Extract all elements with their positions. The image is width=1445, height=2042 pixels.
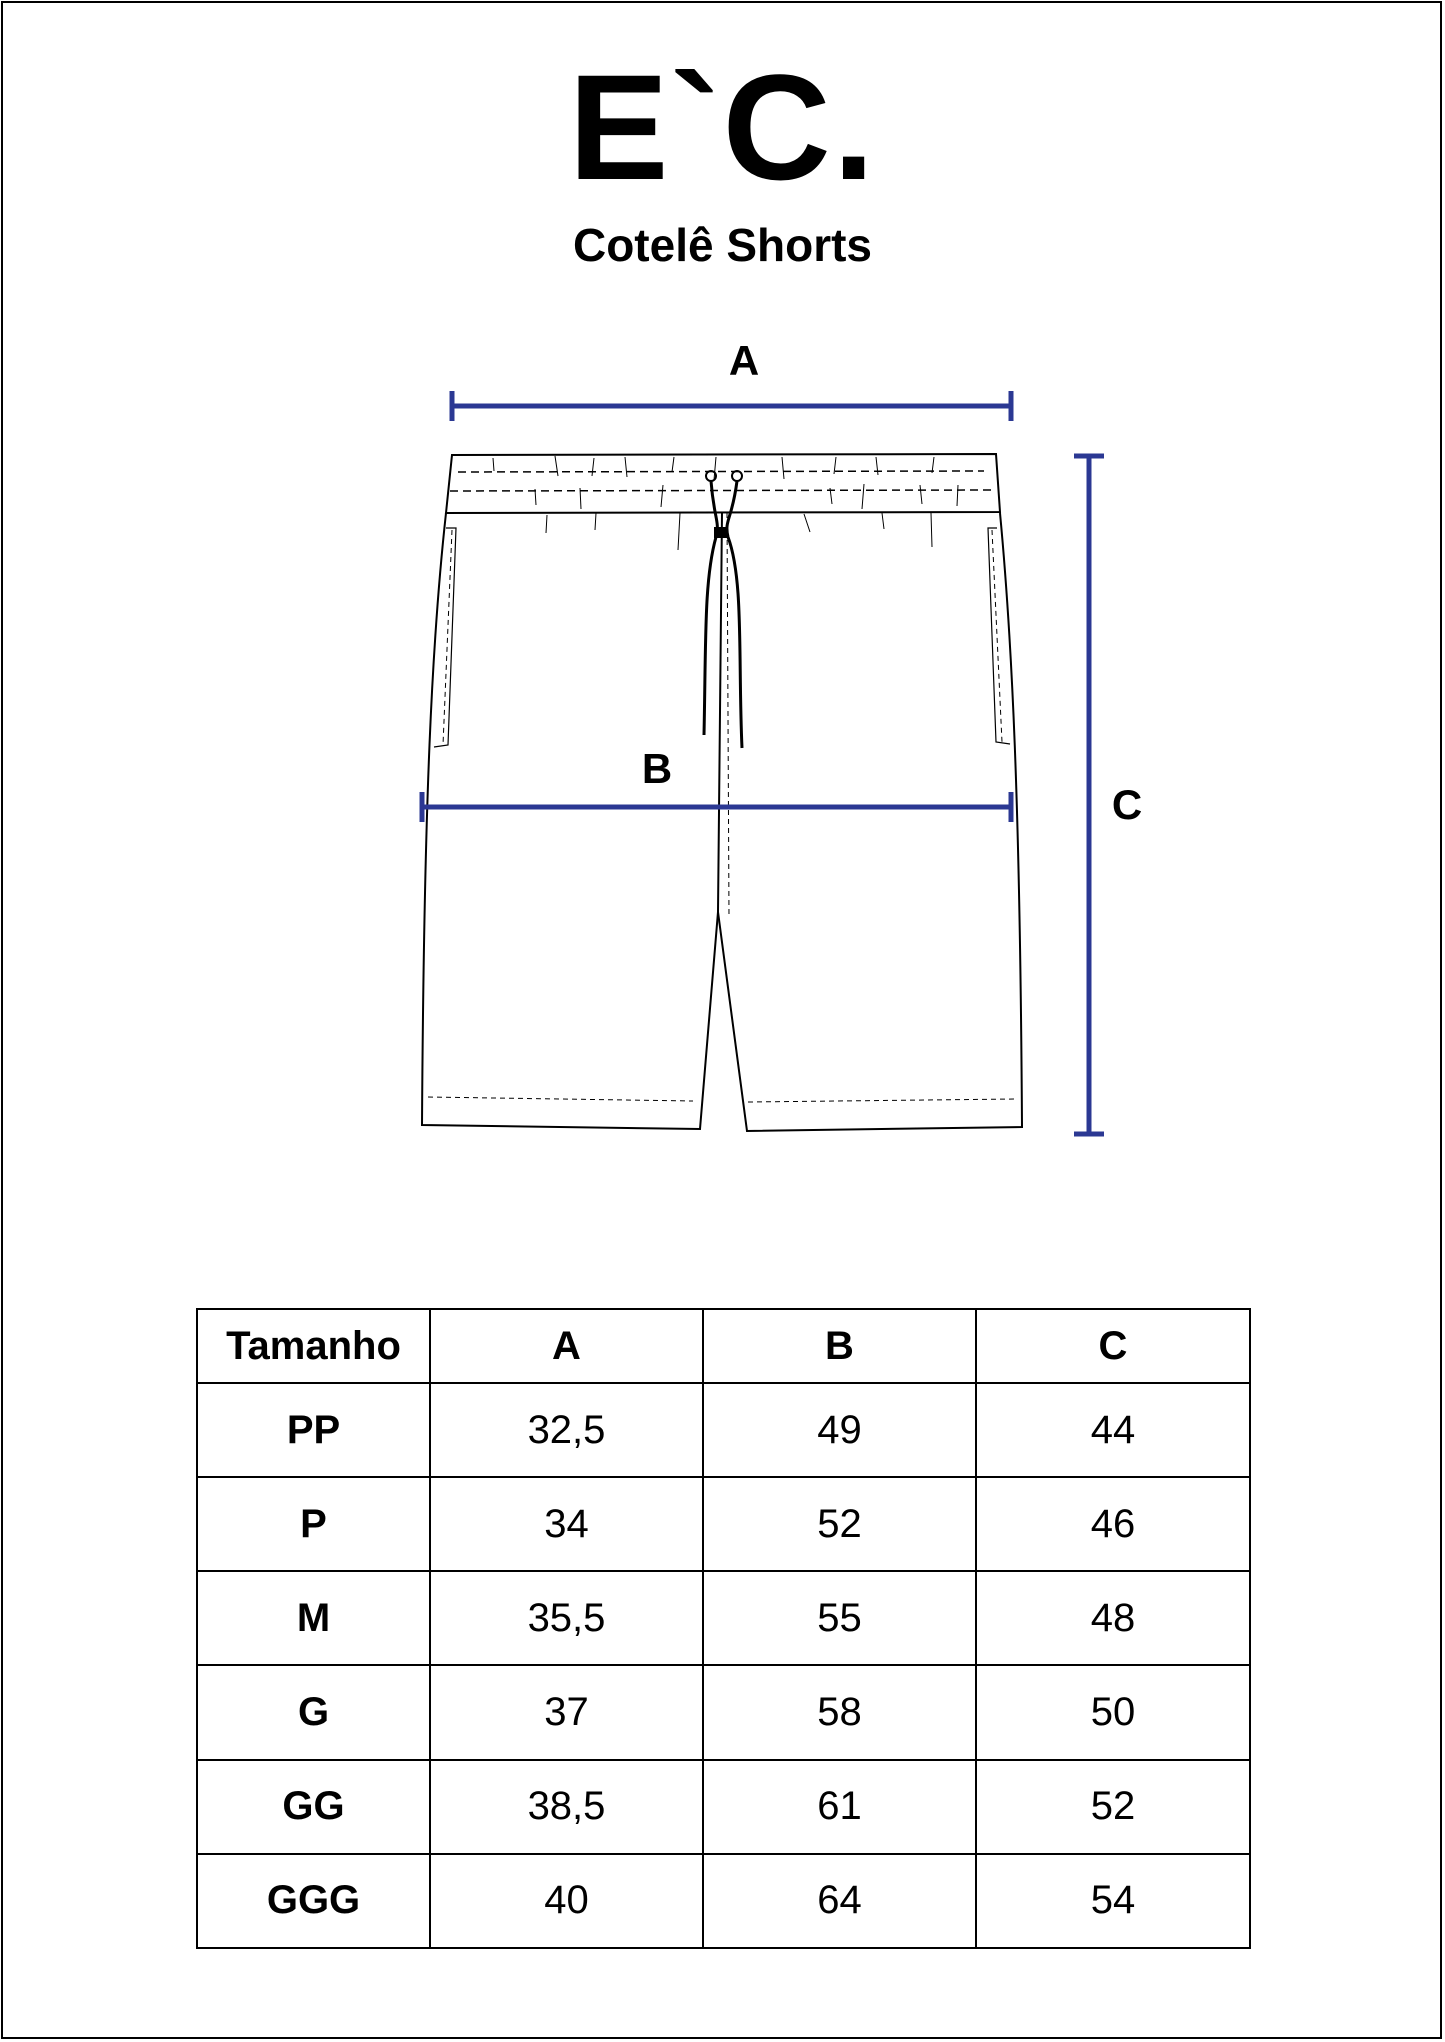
size-cell: G [197,1665,430,1759]
dimension-c-label: C [1111,781,1143,828]
value-b-cell: 61 [703,1760,976,1854]
table-row [197,1383,1250,1477]
value-b-cell: 49 [703,1383,976,1477]
table-header-row [197,1309,1250,1383]
value-a-cell: 35,5 [430,1571,703,1665]
table-row [197,1854,1250,1948]
value-c-cell: 46 [976,1477,1250,1571]
dimension-b-label: B [641,745,673,792]
dimension-b [422,792,1011,822]
size-cell: PP [197,1383,430,1477]
value-c-cell: 44 [976,1383,1250,1477]
value-a-cell: 40 [430,1854,703,1948]
value-b-cell: 58 [703,1665,976,1759]
value-a-cell: 38,5 [430,1760,703,1854]
value-c-cell: 54 [976,1854,1250,1948]
value-b-cell: 55 [703,1571,976,1665]
drawstring-left [704,481,717,735]
drawstring-right [727,481,742,748]
table-row [197,1665,1250,1759]
dimension-a-label: A [728,337,760,384]
value-c-cell: 52 [976,1760,1250,1854]
value-c-cell: 50 [976,1665,1250,1759]
table-row [197,1760,1250,1854]
shorts-left-leg [422,512,722,1129]
size-table [196,1308,1251,1949]
header-c: C [976,1309,1250,1383]
value-b-cell: 64 [703,1854,976,1948]
table-row [197,1477,1250,1571]
product-title: Cotelê Shorts [572,219,873,271]
brand-logo: E`C. [568,43,877,211]
size-cell: GGG [197,1854,430,1948]
waistband [446,454,1000,513]
value-a-cell: 32,5 [430,1383,703,1477]
dimension-c [1074,456,1104,1134]
value-b-cell: 52 [703,1477,976,1571]
header-a: A [430,1309,703,1383]
shorts-right-leg [718,513,1022,1131]
size-cell: GG [197,1760,430,1854]
value-a-cell: 34 [430,1477,703,1571]
header-tamanho: Tamanho [197,1309,430,1383]
shorts-illustration [422,454,1022,1131]
value-c-cell: 48 [976,1571,1250,1665]
value-a-cell: 37 [430,1665,703,1759]
size-cell: M [197,1571,430,1665]
size-cell: P [197,1477,430,1571]
header-b: B [703,1309,976,1383]
dimension-a [452,391,1011,421]
table-row [197,1571,1250,1665]
